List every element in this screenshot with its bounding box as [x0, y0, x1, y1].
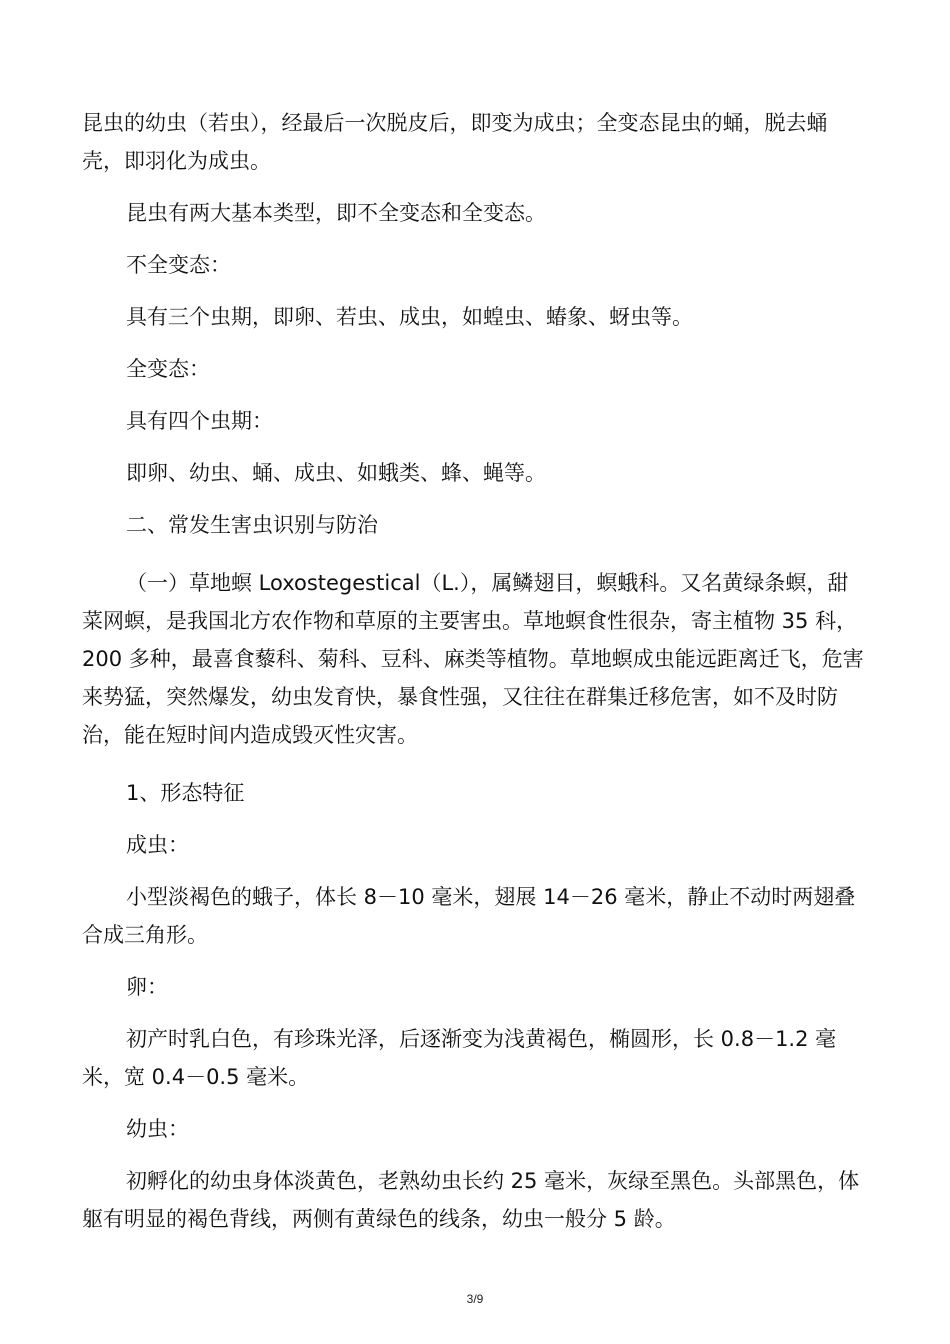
- paragraph-egg-description: 初产时乳白色，有珍珠光泽，后逐渐变为浅黄褐色，椭圆形，长 0.8－1.2 毫米，宽 0.4－0.5 毫米。: [82, 1027, 837, 1089]
- paragraph-metamorphosis-intro: 昆虫的幼虫（若虫），经最后一次脱皮后，即变为成虫；全变态昆虫的蛹，脱去蛹壳，即羽化为成虫。: [82, 111, 828, 173]
- paragraph-incomplete-stages: 具有三个虫期，即卵、若虫、成虫，如蝗虫、蝽象、蚜虫等。: [126, 305, 693, 329]
- paragraph-larva-description: 初孵化的幼虫身体淡黄色，老熟幼虫长约 25 毫米，灰绿至黑色。头部黑色，体躯有明显的褐色背线，两侧有黄绿色的线条，幼虫一般分 5 龄。: [82, 1169, 860, 1231]
- paragraph-adult-description: 小型淡褐色的蛾子，体长 8－10 毫米，翅展 14－26 毫米，静止不动时两翅叠合成三角形。: [82, 885, 856, 947]
- paragraph-egg-heading: 卵：: [126, 975, 168, 999]
- paragraph-incomplete-heading: 不全变态：: [126, 253, 231, 277]
- page-number: 3/9: [466, 1292, 484, 1306]
- paragraph-complete-heading: 全变态：: [126, 357, 210, 381]
- paragraph-complete-stages: 具有四个虫期：: [126, 409, 273, 433]
- section-heading-pests: 二、常发生害虫识别与防治: [126, 513, 378, 537]
- subsection-heading-morphology: 1、形态特征: [126, 781, 245, 805]
- paragraph-meadow-moth: （一）草地螟 Loxostegestical（L.），属鳞翅目，螟蛾科。又名黄绿条螟，甜菜网螟，是我国北方农作物和草原的主要害虫。草地螟食性很杂，寄主植物 35 科，200 多种，最喜食藜科、菊科、豆科、麻类等植物。草地螟成虫能远距离迁飞，危害来势猛，突然爆发，幼虫发育快，暴食性强，又往往在群集迁移危害，如不及时防治，能在短时间内造成毁灭性灾害。: [82, 571, 864, 747]
- paragraph-complete-examples: 即卵、幼虫、蛹、成虫、如蛾类、蜂、蝇等。: [126, 461, 546, 485]
- paragraph-two-types: 昆虫有两大基本类型，即不全变态和全变态。: [126, 201, 546, 225]
- paragraph-adult-heading: 成虫：: [126, 833, 189, 857]
- document-body: [82, 104, 867, 1238]
- paragraph-larva-heading: 幼虫：: [126, 1117, 189, 1141]
